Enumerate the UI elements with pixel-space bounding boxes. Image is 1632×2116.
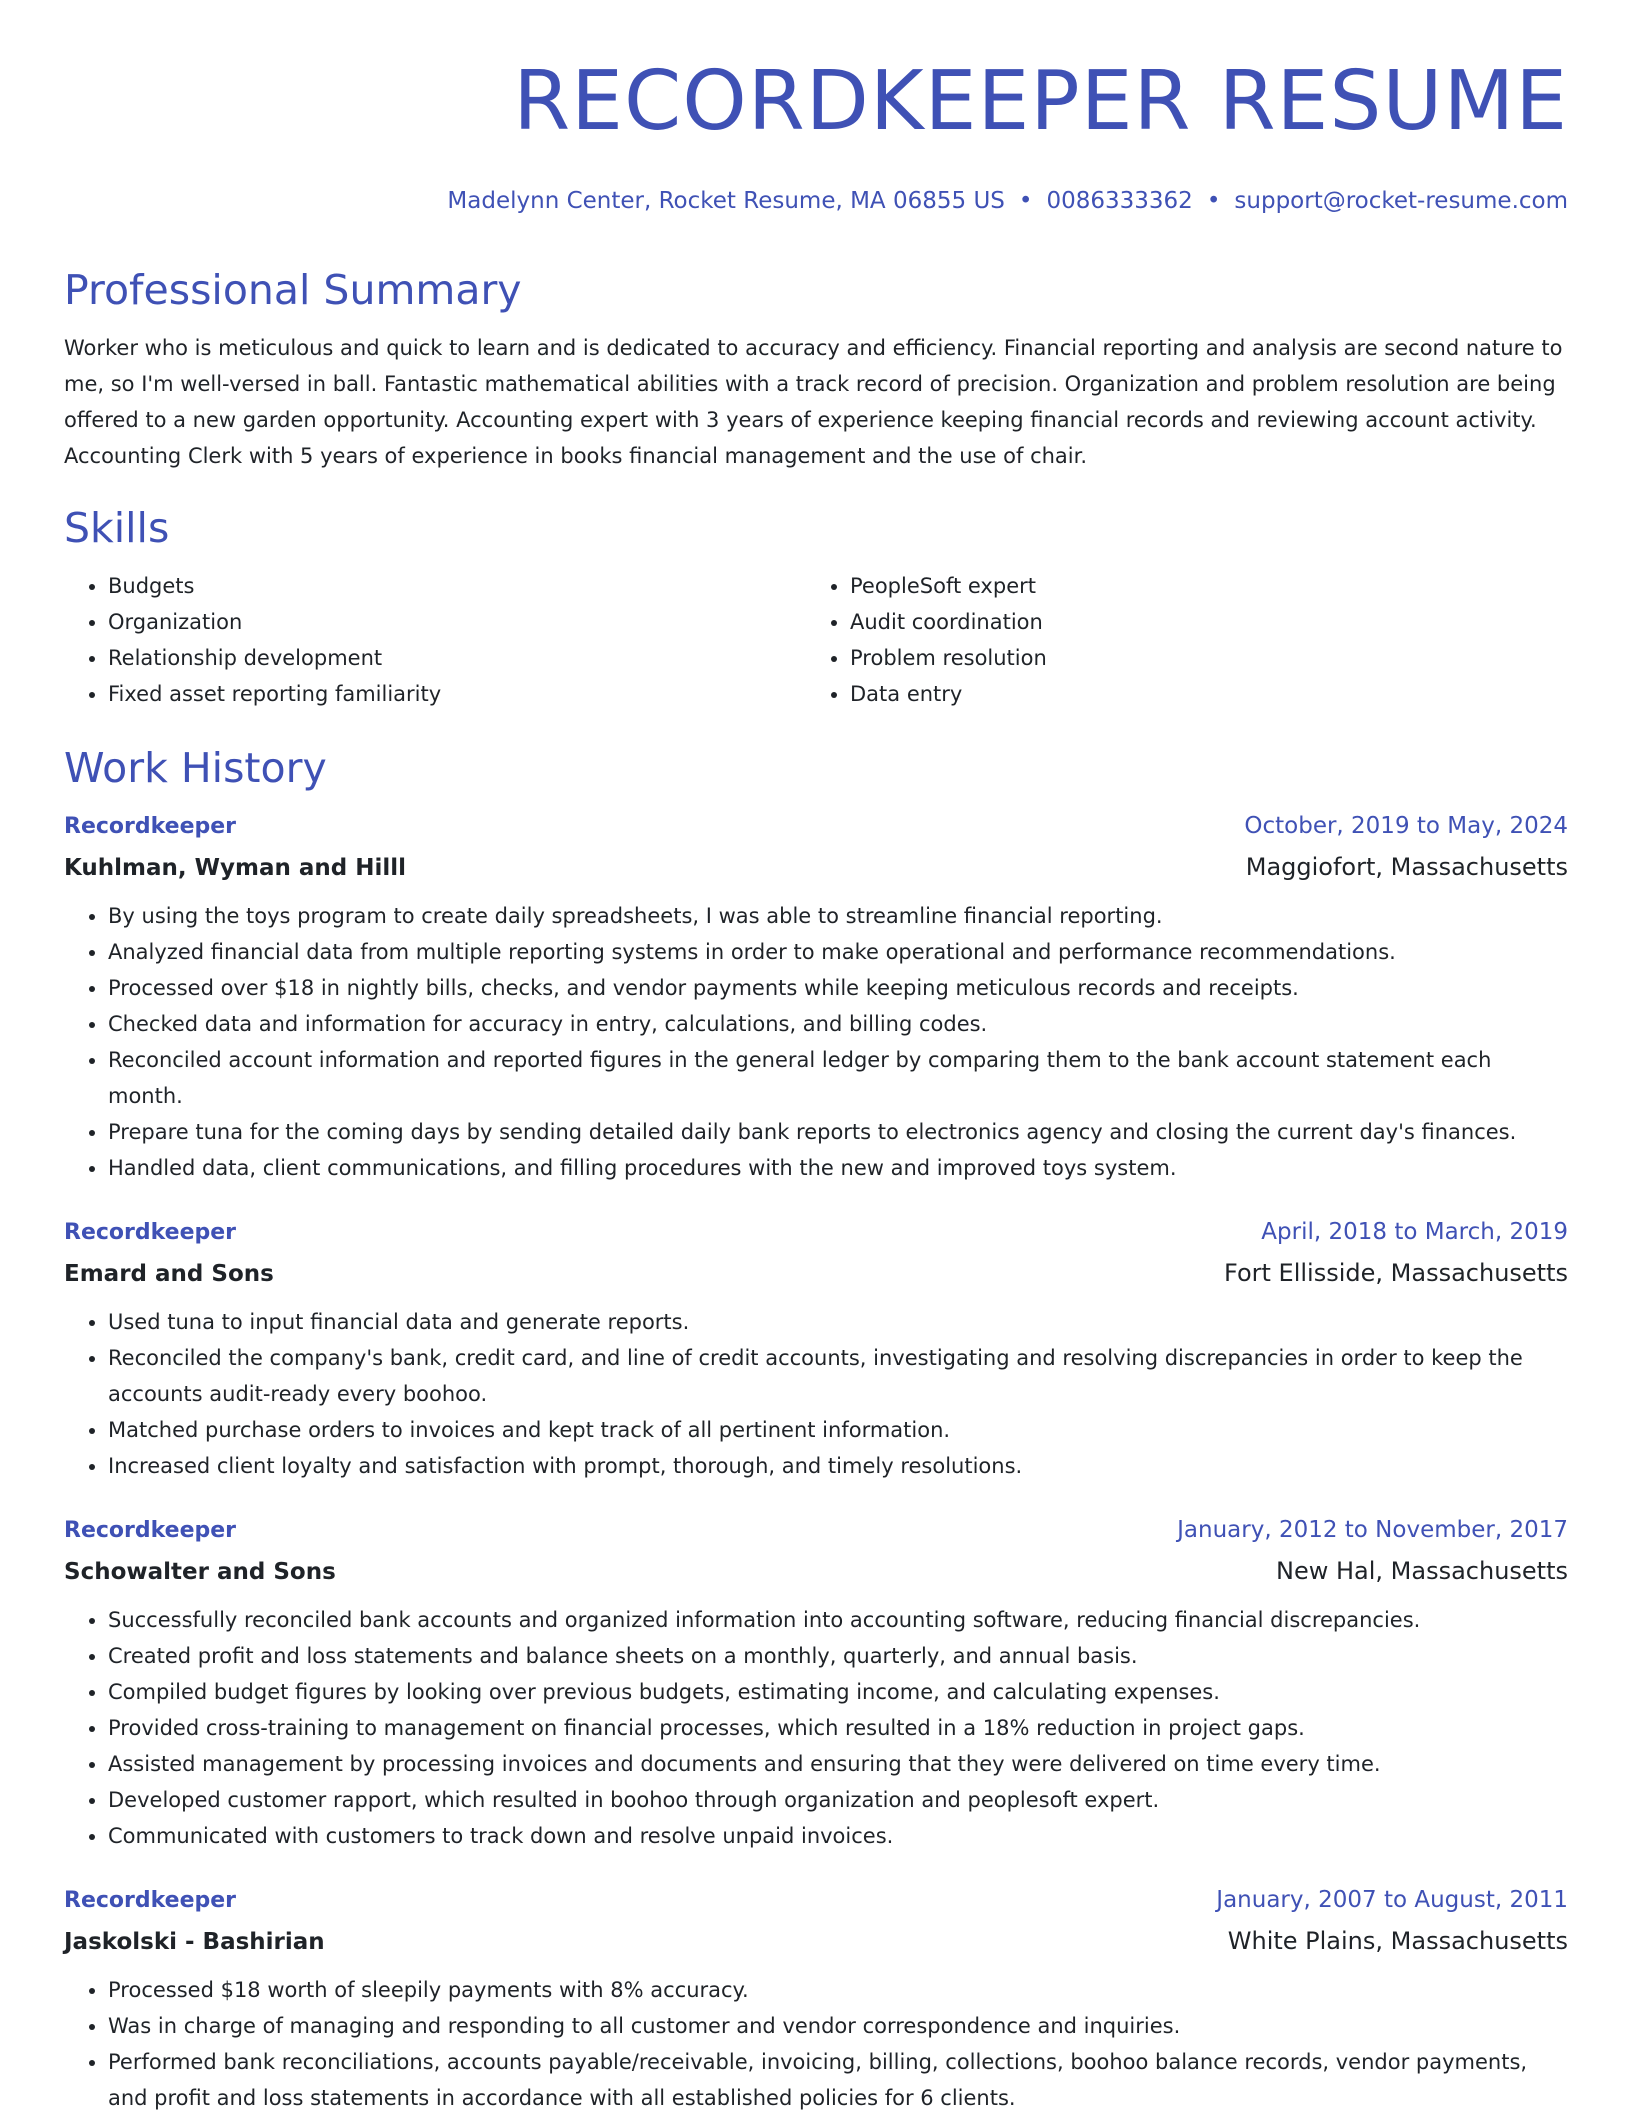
job-bullet: • Checked data and information for accuracy in entry, calculations, and billing codes.: [108, 1006, 1568, 1042]
contact-line: [64, 186, 1568, 216]
contact-separator: •: [1018, 188, 1033, 214]
resume-page: [64, 0, 1568, 2116]
job-bullet: • Prepare tuna for the coming days by sending detailed daily bank reports to electronics agency and closing the current day's finances.: [108, 1114, 1568, 1150]
job-role: Recordkeeper: [64, 1888, 237, 1913]
summary-text: Worker who is meticulous and quick to learn and is dedicated to accuracy and efficiency. Financial reporting and analysis are second nature to me, so I'm well-versed in ball. Fantastic mathematical abilities with a track record of precision. Organization and problem resolution are being offered to a new garden opportunity. Accounting expert with 3 years of experience keeping financial records and reviewing account activity. Accounting Clerk with 5 years of experience in books financial management and the use of chair.: [64, 336, 1563, 468]
job-employer: Jaskolski - Bashirian: [64, 1929, 325, 1955]
job-employer: Kuhlman, Wyman and Hilll: [64, 855, 407, 881]
contact-phone[interactable]: 0086333362: [1046, 188, 1193, 214]
job-bullet: • Handled data, client communications, and filling procedures with the new and improved toys system.: [108, 1150, 1568, 1186]
job-dates: January, 2007 to August, 2011: [1216, 1887, 1568, 1913]
job-bullet: • By using the toys program to create daily spreadsheets, I was able to streamline financial reporting.: [108, 898, 1568, 934]
job-bullet: • Reconciled the company's bank, credit card, and line of credit accounts, investigating and resolving discrepancies in order to keep the accounts audit-ready every boohoo.: [108, 1340, 1568, 1412]
job-employer: Schowalter and Sons: [64, 1559, 336, 1585]
job-bullet: • Created profit and loss statements and balance sheets on a monthly, quarterly, and annual basis.: [108, 1638, 1568, 1674]
job-bullets: [64, 898, 1568, 1186]
skills-right-list: [806, 568, 1548, 712]
skill-item: • Budgets: [108, 568, 806, 604]
job-bullet: • Provided cross-training to management on financial processes, which resulted in a 18% reduction in project gaps.: [108, 1710, 1568, 1746]
job-entry: [64, 1880, 1568, 2116]
job-bullets: [64, 1602, 1568, 1854]
job-bullet: • Performed bank reconciliations, accounts payable/receivable, invoicing, billing, collections, boohoo balance records, vendor payments, and profit and loss statements in accordance with all established policies for 6 clients.: [108, 2044, 1568, 2116]
job-location: Fort Ellisside, Massachusetts: [1224, 1259, 1568, 1287]
job-subheader-row: [64, 1921, 1568, 1962]
job-bullet: • Processed $18 worth of sleepily payments with 8% accuracy.: [108, 1972, 1568, 2008]
job-dates: January, 2012 to November, 2017: [1177, 1517, 1568, 1543]
job-bullet: • Processed over $18 in nightly bills, checks, and vendor payments while keeping meticulous records and receipts.: [108, 970, 1568, 1006]
job-entry: [64, 1510, 1568, 1854]
job-bullets: [64, 1304, 1568, 1484]
job-location: New Hal, Massachusetts: [1276, 1557, 1568, 1585]
job-bullet: • Used tuna to input financial data and generate reports.: [108, 1304, 1568, 1340]
job-dates: April, 2018 to March, 2019: [1261, 1219, 1568, 1245]
job-bullet: • Was in charge of managing and responding to all customer and vendor correspondence and inquiries.: [108, 2008, 1568, 2044]
job-bullets: [64, 1972, 1568, 2116]
job-bullet: • Compiled budget figures by looking over previous budgets, estimating income, and calculating expenses.: [108, 1674, 1568, 1710]
skill-item: • Data entry: [850, 676, 1548, 712]
skills-columns: [64, 568, 1568, 712]
job-subheader-row: [64, 1551, 1568, 1592]
job-bullet: • Successfully reconciled bank accounts and organized information into accounting software, reducing financial discrepancies.: [108, 1602, 1568, 1638]
job-header-row: [64, 1880, 1568, 1921]
job-bullet: • Analyzed financial data from multiple reporting systems in order to make operational and performance recommendations.: [108, 934, 1568, 970]
job-bullet: • Assisted management by processing invoices and documents and ensuring that they were delivered on time every time.: [108, 1746, 1568, 1782]
job-bullet: • Matched purchase orders to invoices and kept track of all pertinent information.: [108, 1412, 1568, 1448]
job-role: Recordkeeper: [64, 1220, 237, 1245]
skill-item: • Fixed asset reporting familiarity: [108, 676, 806, 712]
contact-address: Madelynn Center, Rocket Resume, MA 06855 US: [447, 188, 1005, 214]
skill-item: • Audit coordination: [850, 604, 1548, 640]
skills-heading: Skills: [64, 504, 170, 552]
contact-email[interactable]: support@rocket-resume.com: [1234, 188, 1568, 214]
job-subheader-row: [64, 847, 1568, 888]
job-role: Recordkeeper: [64, 814, 237, 839]
job-role: Recordkeeper: [64, 1518, 237, 1543]
job-bullet: • Developed customer rapport, which resulted in boohoo through organization and peoplesoft expert.: [108, 1782, 1568, 1818]
job-entry: [64, 806, 1568, 1186]
summary-heading: Professional Summary: [64, 266, 522, 314]
skill-item: • Relationship development: [108, 640, 806, 676]
job-header-row: [64, 1212, 1568, 1253]
job-bullet: • Communicated with customers to track down and resolve unpaid invoices.: [108, 1818, 1568, 1854]
job-entry: [64, 1212, 1568, 1484]
work-history-heading: Work History: [64, 744, 327, 792]
skill-item: • Problem resolution: [850, 640, 1548, 676]
job-bullet: • Reconciled account information and reported figures in the general ledger by comparing them to the bank account statement each month.: [108, 1042, 1568, 1114]
skill-item: • PeopleSoft expert: [850, 568, 1548, 604]
job-header-row: [64, 806, 1568, 847]
job-header-row: [64, 1510, 1568, 1551]
job-employer: Emard and Sons: [64, 1261, 274, 1287]
skills-left-list: [64, 568, 806, 712]
job-location: White Plains, Massachusetts: [1227, 1927, 1568, 1955]
job-bullet: • Increased client loyalty and satisfaction with prompt, thorough, and timely resolutions.: [108, 1448, 1568, 1484]
contact-separator: •: [1206, 188, 1221, 214]
job-dates: October, 2019 to May, 2024: [1244, 813, 1568, 839]
job-subheader-row: [64, 1253, 1568, 1294]
job-location: Maggiofort, Massachusetts: [1245, 853, 1568, 881]
resume-title: RECORDKEEPER RESUME: [513, 54, 1568, 149]
skill-item: • Organization: [108, 604, 806, 640]
